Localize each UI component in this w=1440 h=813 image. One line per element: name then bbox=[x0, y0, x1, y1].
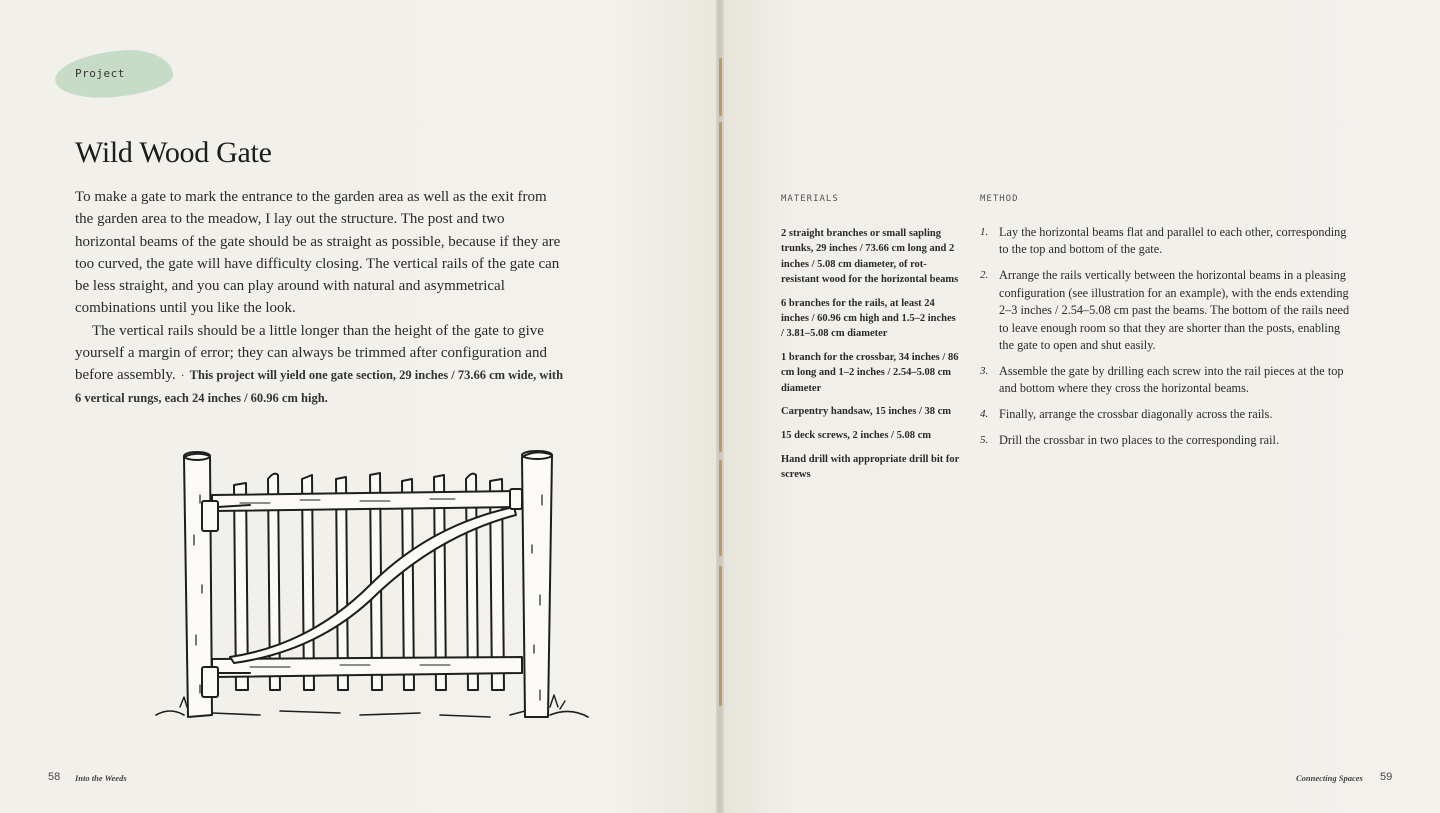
method-step bbox=[980, 224, 1355, 259]
step-text: Finally, arrange the crossbar diagonally across the rails. bbox=[999, 407, 1273, 422]
materials-list bbox=[781, 226, 961, 491]
step-text: Lay the horizontal beams flat and parallel to each other, corresponding to the top and bottom of the gate. bbox=[999, 225, 1347, 257]
step-number: 1. bbox=[980, 226, 989, 238]
binding-stitch bbox=[719, 566, 722, 706]
page-number-right: 59 bbox=[1380, 771, 1393, 783]
separator-dot: · bbox=[180, 368, 185, 383]
list-item: Carpentry handsaw, 15 inches / 38 cm bbox=[781, 406, 952, 418]
step-number: 2. bbox=[980, 269, 989, 282]
method-heading: METHOD bbox=[980, 194, 1019, 204]
binding-stitch bbox=[719, 460, 722, 556]
method-step bbox=[980, 267, 1355, 354]
step-text: Arrange the rails vertically between the horizontal beams in a pleasing configuration (see illustration for an example), with the ends extending 2–3 inches / 2.54–5.08 cm past the beams. The bottom of the rails need to leave enough room so that they are shorter than the posts, enabling the gate to open and shut easily. bbox=[999, 268, 1350, 352]
list-item: 6 branches for the rails, at least 24 inches / 60.96 cm high and 1.5–2 inches / 3.81–5.08 cm diameter bbox=[781, 297, 956, 340]
step-text: Assemble the gate by drilling each screw into the rail pieces at the top and bottom where they cross the horizontal beams. bbox=[999, 363, 1344, 396]
right-post-drawing bbox=[522, 451, 552, 717]
page-title: Wild Wood Gate bbox=[75, 136, 272, 169]
method-step bbox=[980, 406, 1355, 423]
yield-note: This project will yield one gate section, 29 inches / 73.66 cm wide, with 6 vertical rungs, each 24 inches / 60.96 cm high. bbox=[75, 368, 564, 405]
binding-stitch bbox=[719, 122, 722, 452]
method-step bbox=[980, 432, 1355, 449]
intro-text bbox=[75, 186, 565, 409]
intro-paragraph: To make a gate to mark the entrance to the garden area as well as the exit from the garden area to the meadow, I lay out the structure. The post and two horizontal beams of the gate should be as straight as possible, because if they are too curved, the gate will have difficulty closing. The vertical rails of the gate can be less straight, and you can play around with natural and asymmetrical combinations until you like the look. bbox=[75, 189, 561, 317]
list-item: Hand drill with appropriate drill bit for screws bbox=[781, 454, 960, 481]
latch-drawing bbox=[510, 489, 522, 509]
step-number: 4. bbox=[980, 408, 989, 421]
step-number: 5. bbox=[980, 434, 989, 447]
binding-stitch bbox=[719, 58, 722, 116]
ground-line-drawing bbox=[156, 711, 588, 717]
step-number: 3. bbox=[980, 364, 989, 377]
intro-paragraph-2 bbox=[75, 320, 565, 409]
method-steps bbox=[980, 224, 1355, 458]
running-head-left: Into the Weeds bbox=[75, 773, 127, 783]
list-item: 1 branch for the crossbar, 34 inches / 86 cm long and 1–2 inches / 2.54–5.08 cm diameter bbox=[781, 352, 959, 394]
list-item: 15 deck screws, 2 inches / 5.08 cm bbox=[781, 430, 931, 442]
running-head-right: Connecting Spaces bbox=[1296, 773, 1363, 783]
intro-paragraph-2-text: The vertical rails should be a little longer than the height of the gate to give yourself a margin of error; they can always be trimmed after configuration and before assembly. bbox=[75, 322, 548, 384]
materials-heading: MATERIALS bbox=[781, 194, 839, 204]
step-text: Drill the crossbar in two places to the corresponding rail. bbox=[999, 433, 1280, 448]
project-tag-label: Project bbox=[75, 67, 125, 80]
list-item: 2 straight branches or small sapling trunks, 29 inches / 73.66 cm long and 2 inches / 5.08 cm diameter, of rot-resistant wood for the horizontal beams bbox=[781, 228, 959, 285]
gate-illustration bbox=[150, 445, 595, 725]
method-step bbox=[980, 363, 1355, 398]
page-number-left: 58 bbox=[48, 771, 61, 783]
